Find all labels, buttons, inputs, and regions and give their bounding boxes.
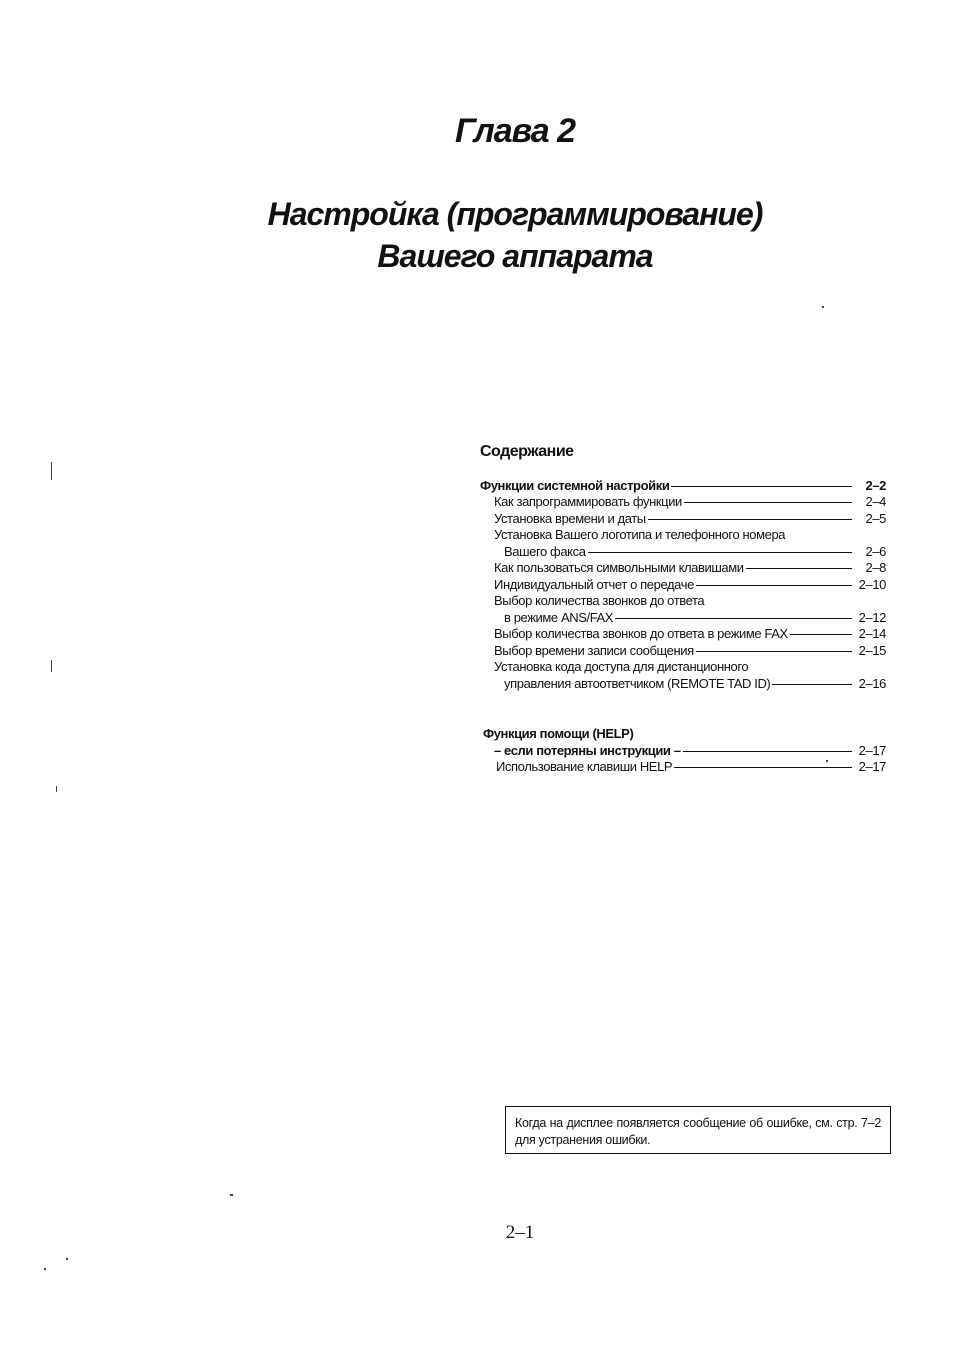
toc-section-system-settings[interactable] — [480, 478, 886, 495]
toc-page: 2–17 — [858, 742, 886, 758]
toc-item[interactable] — [480, 610, 886, 627]
error-note-box: Когда на дисплее появляется сообщение об ошибке, см. стр. 7–2 для устранения ошибки. — [505, 1106, 891, 1154]
toc-item[interactable] — [480, 577, 886, 594]
toc-section-subtitle: – если потеряны инструкции – — [494, 742, 681, 758]
toc-item-text: Как запрограммировать функции — [494, 494, 682, 509]
toc-item-text-cont: управления автоответчиком (REMOTE TAD ID) — [504, 675, 771, 691]
toc-section-title: Функции системной настройки — [480, 477, 670, 493]
toc-item[interactable] — [480, 494, 886, 511]
toc-page: 2–8 — [865, 560, 886, 575]
toc-item-text-cont: Вашего факса — [504, 543, 586, 559]
scan-speck — [51, 462, 52, 480]
toc-page: 2–5 — [865, 510, 886, 526]
chapter-label: Глава 2 — [455, 112, 575, 150]
toc-page: 2–12 — [858, 609, 886, 625]
page-number: 2–1 — [505, 1222, 535, 1243]
toc-heading: Содержание — [480, 443, 574, 460]
scan-speck — [66, 1258, 68, 1260]
scan-speck — [822, 306, 824, 308]
toc-item-text: Установка времени и даты — [494, 510, 646, 526]
scan-speck — [230, 1194, 233, 1196]
toc-item-text: Как пользоваться символьными клавишами — [494, 560, 744, 575]
toc-item[interactable] — [480, 643, 886, 660]
toc-item-text: Выбор количества звонков до ответа — [494, 593, 705, 608]
chapter-title-line2: Вашего аппарата — [377, 238, 653, 274]
toc-item[interactable] — [480, 511, 886, 528]
toc-page: 2–10 — [858, 576, 886, 592]
toc-item[interactable] — [480, 560, 886, 577]
toc-page: 2–2 — [865, 477, 886, 493]
toc-item-text: Установка кода доступа для дистанционного — [494, 659, 749, 674]
toc-item-text: Индивидуальный отчет о передаче — [494, 576, 694, 592]
toc-section-help-title: Функция помощи (HELP) — [483, 726, 634, 741]
table-of-contents — [480, 444, 886, 776]
toc-page: 2–14 — [858, 626, 886, 641]
toc-item-text: Установка Вашего логотипа и телефонного номера — [494, 527, 786, 542]
scan-speck — [56, 786, 57, 792]
toc-item-text: Использование клавиши HELP — [496, 759, 673, 774]
toc-section-help[interactable] — [480, 743, 886, 760]
toc-page: 2–6 — [865, 543, 886, 559]
toc-page: 2–15 — [858, 642, 886, 658]
scan-speck — [44, 1268, 46, 1270]
toc-item[interactable] — [480, 676, 886, 693]
chapter-title-line1: Настройка (программирование) — [267, 196, 763, 232]
toc-item-text: Выбор количества звонков до ответа в режиме FAX — [494, 626, 788, 641]
toc-item[interactable] — [480, 544, 886, 561]
toc-item[interactable] — [480, 626, 886, 643]
toc-item-text-cont: в режиме ANS/FAX — [504, 609, 614, 625]
scan-speck — [51, 660, 52, 672]
toc-page: 2–17 — [858, 759, 886, 774]
toc-page: 2–4 — [865, 494, 886, 509]
scan-speck — [826, 760, 828, 762]
toc-page: 2–16 — [858, 675, 886, 691]
toc-item-text: Выбор времени записи сообщения — [494, 642, 694, 658]
chapter-title — [0, 193, 954, 277]
